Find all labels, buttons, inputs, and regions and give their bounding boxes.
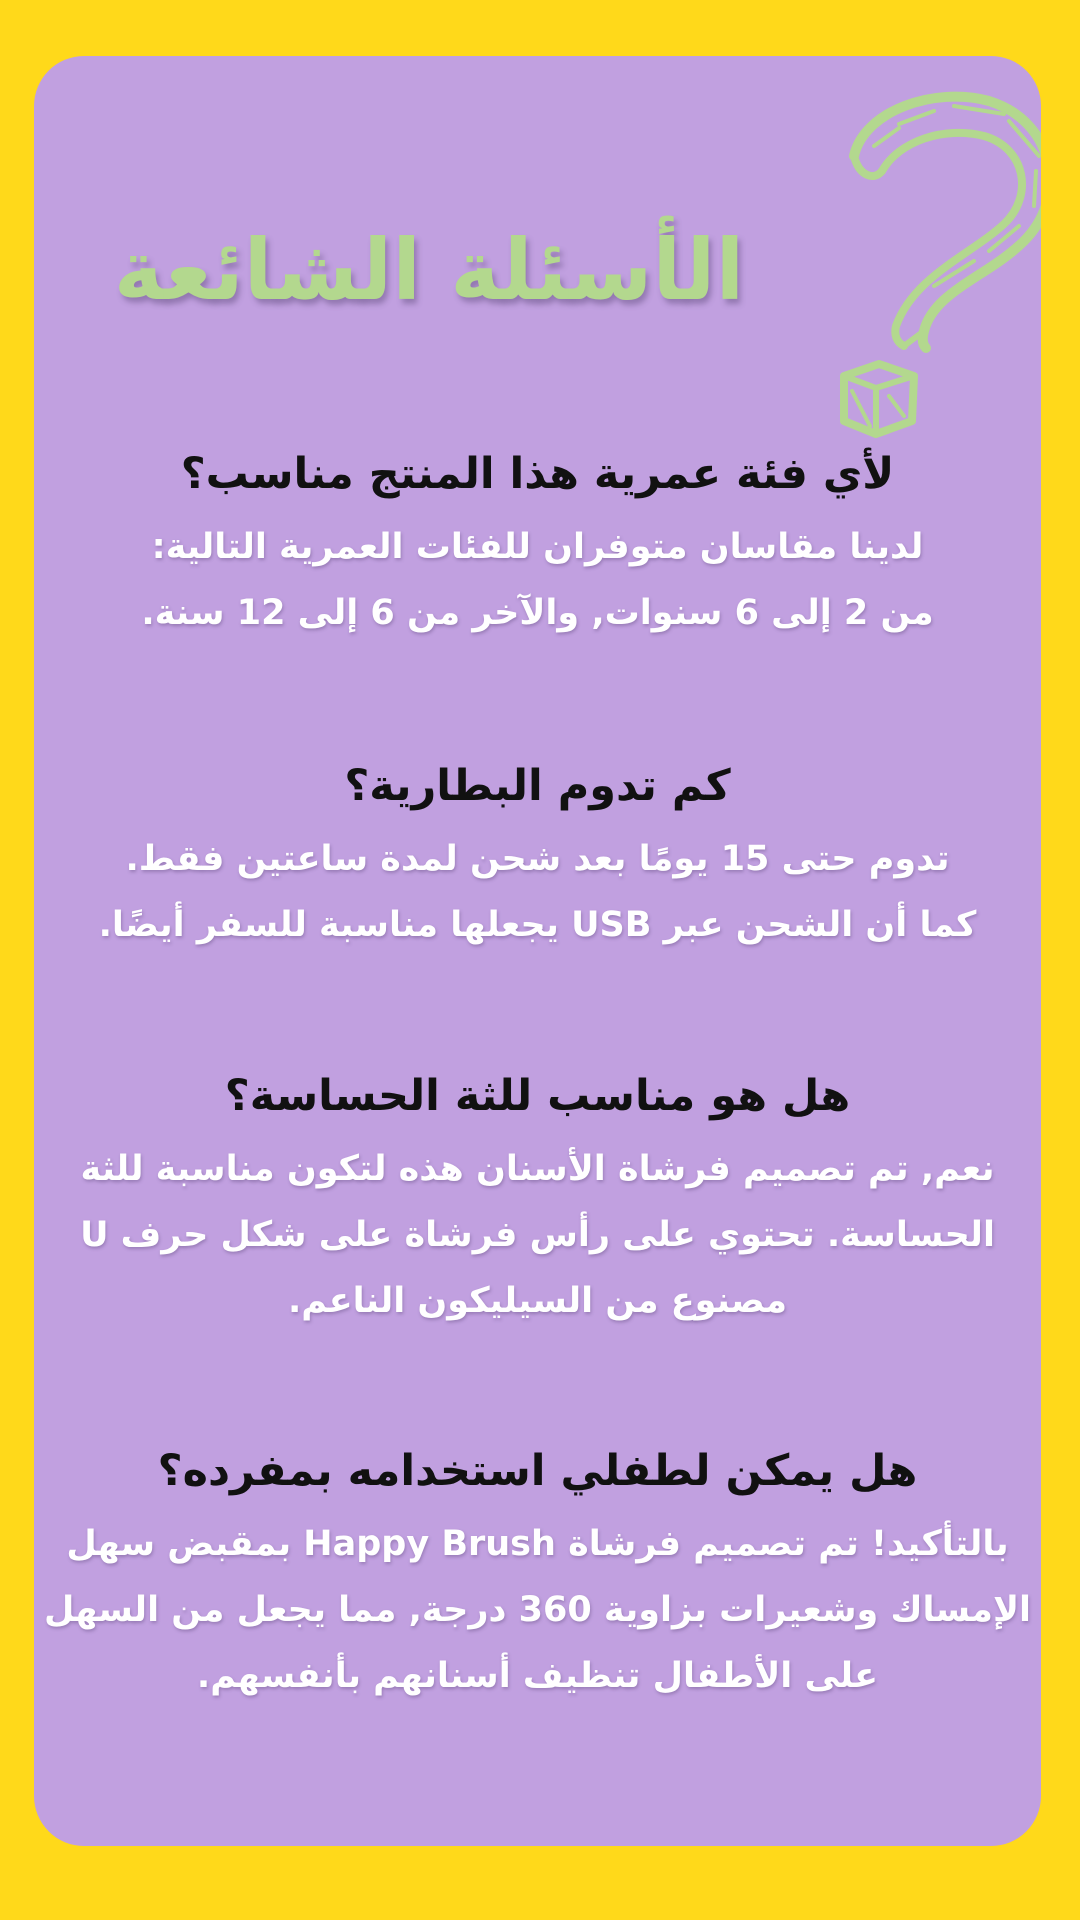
question-mark-icon [804,76,1041,466]
faq-item-battery [34,756,1041,958]
faq-answer-line: الحساسة. تحتوي على رأس فرشاة على شكل حرف U [80,1215,995,1255]
faq-answer-line: على الأطفال تنظيف أسنانهم بأنفسهم. [196,1656,879,1696]
faq-answer-line: الإمساك وشعيرات بزاوية 360 درجة, مما يجعل من السهل [43,1590,1032,1630]
faq-item-independent-use [34,1441,1041,1709]
faq-question: هل هو مناسب للثة الحساسة؟ [224,1071,851,1121]
faq-answer-line: مصنوع من السيليكون الناعم. [287,1281,788,1321]
faq-answer-line: كما أن الشحن عبر USB يجعلها مناسبة للسفر أيضًا. [98,905,977,945]
faq-question: هل يمكن لطفلي استخدامه بمفرده؟ [157,1446,918,1496]
faq-question: كم تدوم البطارية؟ [344,761,731,811]
faq-item-age-range [34,444,1041,646]
page-title: الأسئلة الشائعة [113,221,745,319]
faq-question: لأي فئة عمرية هذا المنتج مناسب؟ [180,449,895,499]
faq-item-sensitive-gums [34,1066,1041,1334]
faq-answer-line: بالتأكيد! تم تصميم فرشاة Happy Brush بمقبض سهل [66,1524,1009,1564]
faq-answer-line: نعم, تم تصميم فرشاة الأسنان هذه لتكون مناسبة للثة [80,1149,995,1189]
faq-answer-line: تدوم حتى 15 يومًا بعد شحن لمدة ساعتين فقط. [125,839,950,879]
faq-answer-line: لدينا مقاسان متوفران للفئات العمرية التالية: [151,527,924,567]
faq-card [34,56,1041,1846]
faq-answer-line: من 2 إلى 6 سنوات, والآخر من 6 إلى 12 سنة. [141,593,934,633]
